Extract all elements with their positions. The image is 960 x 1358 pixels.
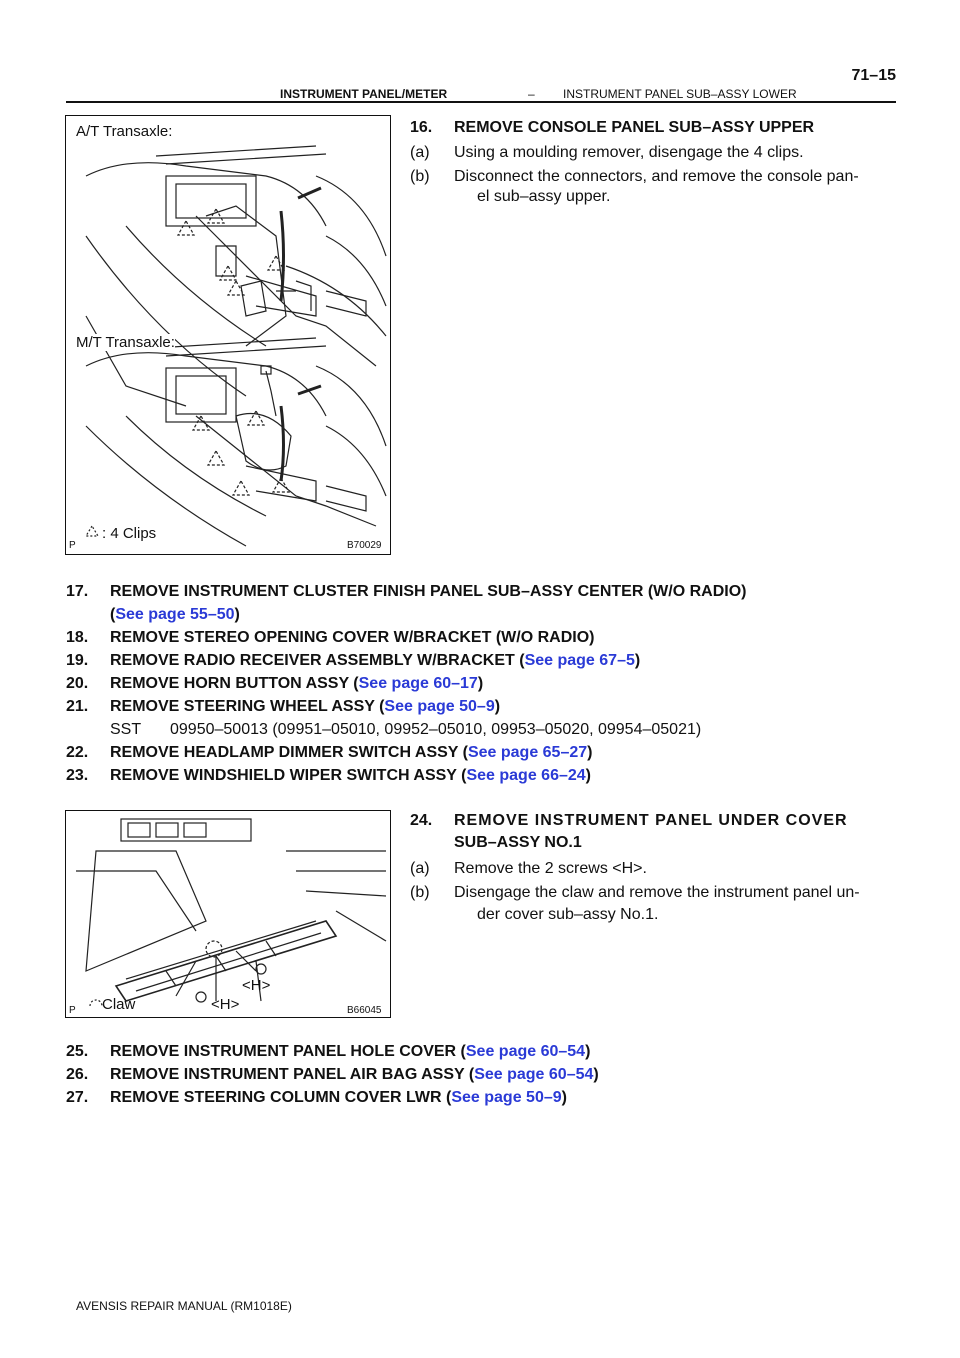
header-dash: – xyxy=(528,87,535,101)
page-footer: AVENSIS REPAIR MANUAL (RM1018E) xyxy=(76,1299,292,1313)
sub-step-text: Disconnect the connectors, and remove the console pan- xyxy=(454,168,859,185)
see-page-link[interactable]: See page 60–17 xyxy=(358,675,478,692)
see-page-link[interactable]: See page 60–54 xyxy=(474,1066,594,1083)
figure-console-panel xyxy=(65,115,391,555)
step-title: REMOVE INSTRUMENT PANEL HOLE COVER ( xyxy=(110,1043,466,1060)
under-cover-illustration xyxy=(66,811,390,1017)
step-title: REMOVE RADIO RECEIVER ASSEMBLY W/BRACKET ( xyxy=(110,652,525,669)
sub-step-label: (a) xyxy=(410,860,430,877)
step-number: 22. xyxy=(66,744,89,761)
step-title: REMOVE INSTRUMENT CLUSTER FINISH PANEL SUB–ASSY CENTER (W/O RADIO) xyxy=(110,583,747,600)
figure-p-mark: P xyxy=(69,1005,76,1016)
header-subsection: INSTRUMENT PANEL SUB–ASSY LOWER xyxy=(563,87,797,101)
step-number: 24. xyxy=(410,812,433,829)
see-page-link[interactable]: See page 50–9 xyxy=(384,698,495,715)
step-title: REMOVE HORN BUTTON ASSY ( xyxy=(110,675,359,692)
see-page-link[interactable]: See page 65–27 xyxy=(467,744,588,761)
sub-step-text: Using a moulding remover, disengage the 4 clips. xyxy=(454,144,804,161)
step-title-cont: SUB–ASSY NO.1 xyxy=(454,834,582,851)
step-number: 20. xyxy=(66,675,89,692)
screw-h-label-1: <H> xyxy=(242,977,271,994)
step-number: 21. xyxy=(66,698,89,715)
step-title: REMOVE STEERING WHEEL ASSY ( xyxy=(110,698,385,715)
sub-step-text-cont: el sub–assy upper. xyxy=(477,188,611,205)
paren-close: ) xyxy=(585,1043,591,1060)
paren-close: ) xyxy=(585,767,591,784)
sub-step-label: (b) xyxy=(410,884,430,901)
see-page-link[interactable]: See page 67–5 xyxy=(524,652,635,669)
step-number: 19. xyxy=(66,652,89,669)
paren-close: ) xyxy=(587,744,593,761)
step-title: REMOVE WINDSHIELD WIPER SWITCH ASSY ( xyxy=(110,767,467,784)
see-page-link[interactable]: See page 66–24 xyxy=(466,767,586,784)
figure-code: B70029 xyxy=(347,540,382,551)
page-number: 71–15 xyxy=(851,67,896,84)
screw-h-label-2: <H> xyxy=(211,996,240,1013)
paren-close: ) xyxy=(477,675,484,692)
paren-close: ) xyxy=(494,698,501,715)
sst-line xyxy=(110,721,702,739)
see-page-link[interactable]: See page 55–50 xyxy=(115,606,235,623)
clips-legend: : 4 Clips xyxy=(102,525,157,542)
step-number: 27. xyxy=(66,1089,89,1106)
sub-step-text: Remove the 2 screws <H>. xyxy=(454,860,647,877)
header-rule xyxy=(66,101,896,103)
step-title: REMOVE STEREO OPENING COVER W/BRACKET (W/O RADIO) xyxy=(110,629,595,646)
step-title: REMOVE INSTRUMENT PANEL AIR BAG ASSY ( xyxy=(110,1066,475,1083)
paren-close: ) xyxy=(234,606,240,623)
step-number: 25. xyxy=(66,1043,89,1060)
paren-close: ) xyxy=(593,1066,599,1083)
sub-step-label: (b) xyxy=(410,168,430,185)
step-number: 16. xyxy=(410,119,433,136)
sub-step-text: Disengage the claw and remove the instrument panel un- xyxy=(454,884,860,901)
paren-close: ) xyxy=(634,652,641,669)
step-title: REMOVE STEERING COLUMN COVER LWR ( xyxy=(110,1089,452,1106)
step-title: REMOVE CONSOLE PANEL SUB–ASSY UPPER xyxy=(454,119,815,136)
claw-legend: Claw xyxy=(102,996,136,1013)
paren-close: ) xyxy=(561,1089,567,1106)
figure-p-mark: P xyxy=(69,540,76,551)
see-page-link[interactable]: See page 60–54 xyxy=(465,1043,586,1060)
see-page-link[interactable]: See page 50–9 xyxy=(451,1089,562,1106)
step-number: 23. xyxy=(66,767,89,784)
sub-step-text-cont: der cover sub–assy No.1. xyxy=(477,906,659,923)
sst-label: SST xyxy=(110,721,142,738)
figure-code: B66045 xyxy=(347,1005,382,1016)
header-section: INSTRUMENT PANEL/METER xyxy=(280,87,448,101)
figure-under-cover xyxy=(65,810,391,1018)
step-number: 18. xyxy=(66,629,89,646)
sub-step-label: (a) xyxy=(410,144,430,161)
step-number: 26. xyxy=(66,1066,89,1083)
paren-open: ( xyxy=(110,606,116,623)
label-mt-transaxle: M/T Transaxle: xyxy=(76,334,175,351)
sst-value: 09950–50013 (09951–05010, 09952–05010, 09953–05020, 09954–05021) xyxy=(170,721,702,738)
step-title: REMOVE INSTRUMENT PANEL UNDER COVER xyxy=(454,812,848,829)
step-title: REMOVE HEADLAMP DIMMER SWITCH ASSY ( xyxy=(110,744,468,761)
label-at-transaxle: A/T Transaxle: xyxy=(76,123,173,140)
step-number: 17. xyxy=(66,583,89,600)
